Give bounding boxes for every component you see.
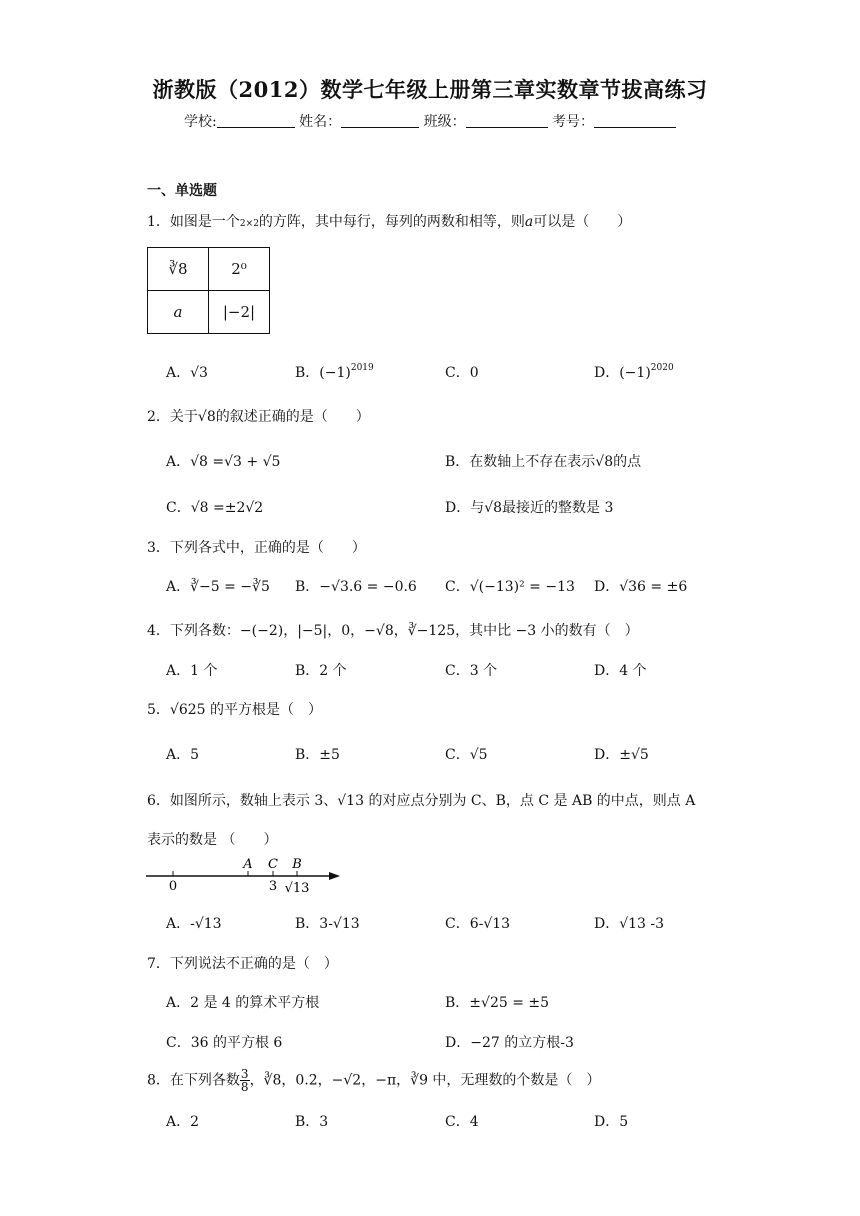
- student-info-line: [0, 111, 860, 131]
- question-7: 7．下列说法不正确的是（ ）: [147, 956, 338, 972]
- q6-option-a[interactable]: A．-√13: [166, 916, 222, 932]
- label-zero: 0: [168, 879, 178, 894]
- page-title: 浙教版（2012）数学七年级上册第三章实数章节拔高练习: [152, 77, 708, 102]
- q5-option-c[interactable]: C．√5: [445, 747, 488, 763]
- q1-option-b[interactable]: B．$(-1)^{2019}$: [295, 363, 374, 381]
- class-blank[interactable]: [466, 113, 548, 128]
- question-5: 5．√625 的平方根是（ ）: [147, 702, 322, 718]
- q1-matrix: [147, 247, 270, 334]
- q2-option-d[interactable]: D．与√8最接近的整数是 3: [445, 500, 614, 516]
- q4-option-c[interactable]: C．3 个: [445, 663, 498, 679]
- q5-option-a[interactable]: A．5: [166, 747, 200, 763]
- q7-option-a[interactable]: A．2 是 4 的算术平方根: [166, 995, 320, 1011]
- q7-option-d[interactable]: D．−27 的立方根-3: [445, 1035, 574, 1051]
- matrix-cell: |−2|: [209, 291, 270, 334]
- label-sqrt13: √13: [284, 881, 310, 896]
- section-heading: 一、单选题: [147, 183, 217, 199]
- axis-arrow-icon: [329, 872, 340, 880]
- question-4: 4．下列各数：−(−2)，|−5|，0，−√8，∛−125，其中比 −3 小的数有（ ）: [147, 623, 639, 639]
- label-point-a: A: [243, 857, 253, 872]
- question-6-line-1: 6．如图所示，数轴上表示 3、√13 的对应点分别为 C、B，点 C 是 AB 的中点，则点 A: [147, 793, 696, 809]
- q7-option-c[interactable]: C．36 的平方根 6: [166, 1035, 283, 1051]
- q5-option-d[interactable]: D．±√5: [594, 747, 649, 763]
- q1-option-c[interactable]: C．0: [445, 365, 479, 381]
- q7-option-b[interactable]: B．±√25 = ±5: [445, 995, 550, 1011]
- q6-option-c[interactable]: C．6-√13: [445, 916, 511, 932]
- label-point-c: C: [268, 857, 278, 872]
- number-blank[interactable]: [594, 113, 676, 128]
- number-label: 考号：: [552, 114, 595, 130]
- question-3: 3．下列各式中，正确的是（ ）: [147, 540, 366, 556]
- q2-option-c[interactable]: C．√8 =±2√2: [166, 500, 264, 516]
- question-8: 8．在下列各数 $\frac{3}{8}$ ，∛8，0.2̇，−√2，−π，∛9 中，无理数的个数是（ ）: [147, 1067, 601, 1094]
- question-6-line-2: 表示的数是 （ ）: [147, 832, 278, 848]
- q8-option-c[interactable]: C．4: [445, 1114, 479, 1130]
- q6-option-d[interactable]: D．√13 -3: [594, 916, 665, 932]
- matrix-cell: a: [148, 291, 209, 334]
- q8-option-d[interactable]: D．5: [594, 1114, 629, 1130]
- q3-option-c[interactable]: C．√(−13)² = −13: [445, 579, 575, 595]
- number-line-figure: [140, 852, 350, 898]
- label-point-b: B: [292, 857, 302, 872]
- label-three: 3: [268, 879, 278, 894]
- fraction: $\frac{3}{8}$: [240, 1067, 249, 1094]
- q3-option-b[interactable]: B．−√3.6 = −0.6: [295, 579, 417, 595]
- q4-option-b[interactable]: B．2 个: [295, 663, 347, 679]
- q5-option-b[interactable]: B．±5: [295, 747, 340, 763]
- q8-option-b[interactable]: B．3: [295, 1114, 329, 1130]
- school-label: 学校:: [183, 114, 217, 130]
- question-2: 2．关于√8的叙述正确的是（ ）: [147, 409, 370, 425]
- matrix-cell: ∛8: [148, 248, 209, 291]
- q2-option-b[interactable]: B．在数轴上不存在表示√8的点: [445, 454, 642, 470]
- q6-option-b[interactable]: B．3-√13: [295, 916, 360, 932]
- class-label: 班级：: [423, 114, 466, 130]
- school-blank[interactable]: [217, 113, 295, 128]
- q3-option-a[interactable]: A．∛−5 = −∛5: [166, 579, 270, 595]
- name-label: 姓名：: [299, 114, 342, 130]
- q1-option-a[interactable]: A．√3: [166, 365, 208, 381]
- name-blank[interactable]: [341, 113, 419, 128]
- q2-option-a[interactable]: A．√8 =√3 + √5: [166, 454, 281, 470]
- q4-option-a[interactable]: A．1 个: [166, 663, 218, 679]
- question-1: 1．如图是一个2×2的方阵，其中每行，每列的两数和相等，则a可以是（ ）: [147, 214, 632, 230]
- q4-option-d[interactable]: D．4 个: [594, 663, 647, 679]
- q1-option-d[interactable]: D．$(-1)^{2020}$: [594, 363, 674, 381]
- q8-option-a[interactable]: A．2: [166, 1114, 200, 1130]
- q3-option-d[interactable]: D．√36 = ±6: [594, 579, 688, 595]
- matrix-cell: 2⁰: [209, 248, 270, 291]
